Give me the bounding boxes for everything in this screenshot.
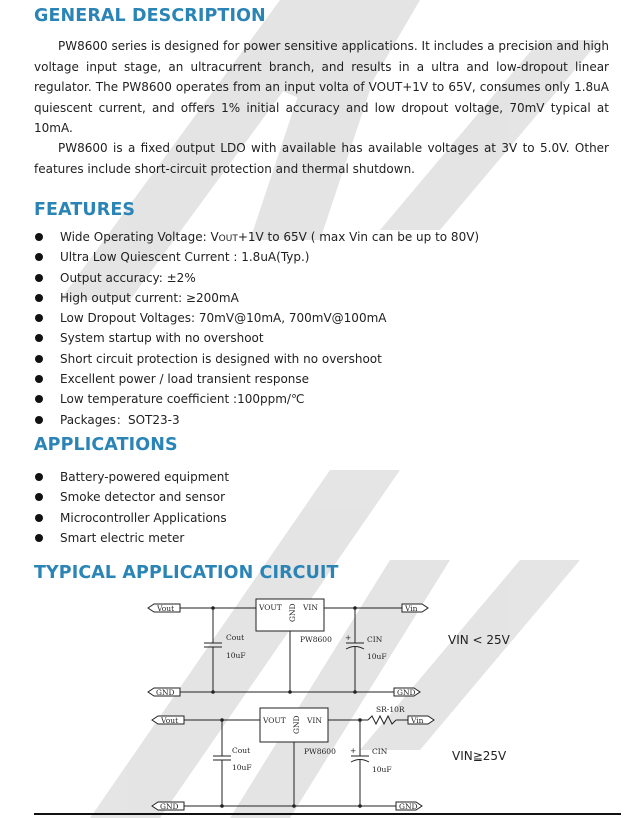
general-description-paragraph-1: PW8600 series is designed for power sensitive applications. It includes a precision and high voltage input stage, an ultracurrent branch, and results in a ultra and low-dropout linear regulator. The PW8600 operates from an input volta of VOUT+1V to 65V, consumes only 1.8uA quiescent current, and offers 1% initial accuracy and low dropout voltage, 70mV typical at 10mA. [34, 39, 609, 135]
resistor-label: SR-10R [376, 705, 405, 714]
bullet-icon [35, 253, 43, 261]
list-item: Packages：SOT23-3 [34, 410, 479, 430]
general-description-paragraph-2: PW8600 is a fixed output LDO with available has available voltages at 3V to 5.0V. Other features include short-circuit protection and thermal shutdown. [34, 141, 609, 176]
list-item: Excellent power / load transient response [34, 369, 479, 389]
list-item: Battery-powered equipment [34, 467, 229, 487]
chip-pin-vin: VIN [307, 716, 322, 725]
list-item: Low Dropout Voltages: 70mV@10mA, 700mV@100mA [34, 308, 479, 328]
applications-heading: APPLICATIONS [34, 435, 178, 455]
list-item: Short circuit protection is designed with no overshoot [34, 349, 479, 369]
cin-label: CIN [372, 747, 388, 756]
bullet-icon [35, 514, 43, 522]
bullet-icon [35, 534, 43, 542]
vin-label: Vin [411, 716, 424, 725]
bullet-icon [35, 375, 43, 383]
gnd-label: GND [399, 802, 418, 811]
chip-pin-vout: VOUT [263, 716, 286, 725]
cin-value: 10uF [372, 765, 392, 774]
cin-plus: + [345, 633, 352, 642]
chip-pin-gnd: GND [292, 715, 301, 734]
gnd-label: GND [160, 802, 179, 811]
list-item: Ultra Low Quiescent Current : 1.8uA(Typ.) [34, 247, 479, 267]
features-list [34, 227, 479, 430]
bullet-icon [35, 493, 43, 501]
application-circuit-diagram [0, 596, 635, 814]
cin-label: CIN [367, 635, 383, 644]
bullet-icon [35, 416, 43, 424]
cout-label: Cout [226, 633, 245, 642]
bullet-icon [35, 355, 43, 363]
gnd-label: GND [156, 688, 175, 697]
page-bottom-rule [34, 813, 621, 815]
chip-name: PW8600 [304, 747, 336, 756]
vin-label: Vin [405, 604, 418, 613]
chip-name: PW8600 [300, 635, 332, 644]
gnd-label: GND [397, 688, 416, 697]
features-heading: FEATURES [34, 200, 136, 220]
cin-plus: + [350, 746, 357, 755]
vin-condition-label: VIN < 25V [448, 633, 510, 647]
cout-value: 10uF [232, 763, 252, 772]
vin-condition-label: VIN≧25V [452, 749, 507, 763]
list-item: System startup with no overshoot [34, 328, 479, 348]
general-description-heading: GENERAL DESCRIPTION [34, 6, 266, 26]
bullet-icon [35, 334, 43, 342]
list-item: Output accuracy: ±2% [34, 268, 479, 288]
chip-pin-gnd: GND [288, 603, 297, 622]
list-item: Wide Operating Voltage: VOUT+1V to 65V ( max Vin can be up to 80V) [34, 227, 479, 247]
vout-label: Vout [161, 716, 179, 725]
bullet-icon [35, 473, 43, 481]
vout-label: Vout [157, 604, 175, 613]
cout-label: Cout [232, 746, 251, 755]
resistor-symbol [368, 716, 396, 724]
bullet-icon [35, 314, 43, 322]
bullet-icon [35, 274, 43, 282]
list-item: Low temperature coefficient :100ppm/℃ [34, 389, 479, 409]
list-item: Smoke detector and sensor [34, 487, 229, 507]
typical-application-circuit-heading: TYPICAL APPLICATION CIRCUIT [34, 563, 339, 583]
list-item: High output current: ≥200mA [34, 288, 479, 308]
bullet-icon [35, 294, 43, 302]
applications-list [34, 467, 229, 548]
list-item: Microcontroller Applications [34, 508, 229, 528]
list-item: Smart electric meter [34, 528, 229, 548]
chip-pin-vout: VOUT [259, 603, 282, 612]
chip-pin-vin: VIN [303, 603, 318, 612]
cout-value: 10uF [226, 651, 246, 660]
cin-value: 10uF [367, 652, 387, 661]
bullet-icon [35, 395, 43, 403]
bullet-icon [35, 233, 43, 241]
